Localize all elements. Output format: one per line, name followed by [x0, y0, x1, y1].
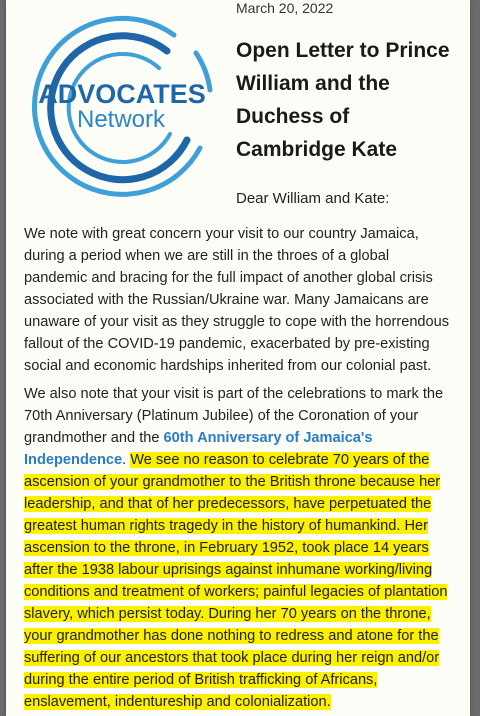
letter-date: March 20, 2022: [236, 0, 334, 16]
letter-page: [6, 0, 470, 716]
logo-text-advocates: ADVOCATES: [38, 79, 206, 109]
letter-salutation: Dear William and Kate:: [236, 190, 390, 207]
advocates-network-logo: [24, 8, 224, 208]
letter-title: Open Letter to Prince William and the Duchess of Cambridge Kate: [236, 39, 450, 161]
logo-text-network: Network: [76, 106, 166, 133]
paragraph-1: We note with great concern your visit to our country Jamaica, during a period when we are still in the throes of a global pandemic and bracing for the full impact of another global crisis associated with the Russian/Ukraine war. Many Jamaicans are unaware of your visit as they struggle to cope with the horrendous fallout of the COVID-19 pandemic, exacerbated by pre-existing social and economic hardships inherited from our colonial past.: [24, 226, 450, 374]
highlighted-passage: We see no reason to celebrate 70 years of the ascension of your grandmother to the British throne because her leadership, and that of her predecessors, have perpetuated the greatest human rights tragedy in the history of humankind. Her ascension to the throne, in February 1952, took place 14 years after the 1938 labour uprisings against inhumane working/living conditions and treatment of workers; painful legacies of plantation slavery, which persist today. During her 70 years on the throne, your grandmother has done nothing to redress and atone for the suffering of our ancestors that took place during her reign and/or during the entire period of British trafficking of Africans, enslavement, indentureship and colonialization.: [24, 452, 448, 710]
paragraph-2-intro: We also note that your visit is part of the celebrations to mark the 70th Anniversary (Platinum Jubilee) of the Coronation of your grandmother and the: [24, 386, 444, 446]
independence-link[interactable]: 60th Anniversary of Jamaica's Independence: [24, 430, 373, 468]
paragraph-2-period: .: [122, 452, 131, 468]
paragraph-2: [24, 383, 452, 713]
